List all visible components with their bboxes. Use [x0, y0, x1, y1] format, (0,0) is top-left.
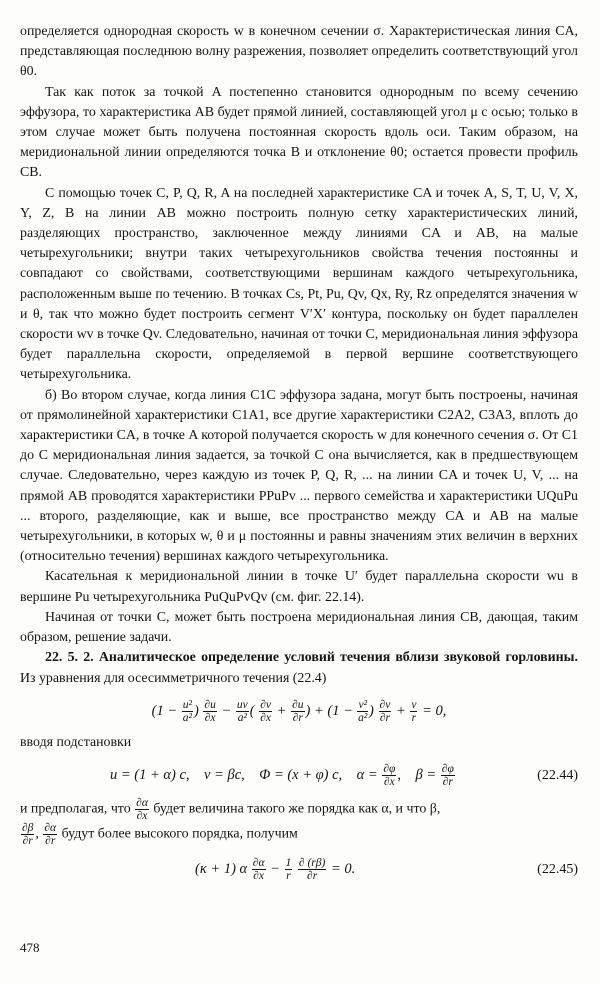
section-intro: Из уравнения для осесимметричного течения (22.4): [20, 670, 327, 686]
equation-axisymmetric: (1 − $\frac{\text{u²}}{\text{a²}}$ ) $\frac{\partial u}{\partial x}$ − $\frac{uv}{\text{a²}}$ ( $\frac{\partial v}{\partial x}$ + $\frac{\partial u}{\partial r}$ ) + (1 − $\frac{\text{v²}}{\text{a²}}$ ) $\frac{\partial v}{\partial r}$ + $\frac{v}{r}$ = 0,: [151, 699, 447, 725]
equation-result: (κ + 1) α $\frac{\partial\alpha}{\partial x}$ − $\frac{1}{r}$ $\frac{\partial (r\beta)}{\partial r}$ = 0. (22.45): [195, 857, 578, 883]
paragraph-5: Касательная к меридиональной линии в точке U′ будет параллельна скорости wu в вершине Pu четырехугольника PuQuPvQv (см. фиг. 22.14).: [20, 569, 578, 605]
section-number: 22. 5. 2.: [45, 650, 94, 666]
equation-number-22-45: (22.45): [537, 861, 578, 877]
paragraph-substitution: вводя подстановки: [20, 734, 132, 750]
section-paragraph: [20, 648, 578, 688]
page-number: 478: [20, 940, 40, 955]
equation-number-22-44: (22.44): [537, 767, 578, 783]
paragraph-3: С помощью точек C, P, Q, R, A на последней характеристике CA и точек A, S, T, U, V, X, Y, Z, B на линии AB можно построить полную сетку характеристических линий, разделяющих пространство, заключенное между линиями CA и AB, на малые четырехугольники; внутри таких четырехугольников свойства течения постоянны и совпадают со свойствами, соответствующими вершинам каждого четырехугольника, расположенным выше по течению. В точках Cs, Pt, Pu, Qv, Qx, Ry, Rz определятся значения w и θ, так что можно будет построить сегмент V′X′ контура, поскольку он будет параллелен скорости wv в точке Qv. Следовательно, начиная от точки C, меридиональная линия эффузора будет параллельна скорости, определяемой в первой вершине соответствующего четырехугольника.: [20, 185, 578, 383]
paragraph-6: Начиная от точки C, может быть построена меридиональная линия CB, дающая, таким образом, решение задачи.: [20, 609, 578, 646]
paragraph-1: определяется однородная скорость w в конечном сечении σ. Характеристическая линия CA, представляющая последнюю волну разрежения, позволяет определить соответствующий угол θ0.: [20, 24, 578, 80]
section-title: Аналитическое определение условий течения вблизи звуковой горловины.: [98, 650, 578, 666]
paragraph-4: б) Во втором случае, когда линия C1C эффузора задана, могут быть построены, начиная от прямолинейной характеристики C1A1, все другие характеристики C2A2, C3A3, вплоть до характеристики CA, в точке A которой получается скорость w для конечного сечения σ. От C1 до C меридиональная линия задается, за точкой C она вычисляется, как в предшествующем случае. Следовательно, через каждую из точек P, Q, R, ... на линии CA и точек U, V, ... на прямой AB проводятся характеристики PPuPv ... первого семейства и характеристики UQuPu ... второго, разделяющие, как и выше, все пространство между CA и AB на малые четырехугольники, в которых w, θ и μ постоянны и равны значениям этих величин в верхних (относительно течения) вершинах каждого четырехугольника.: [20, 387, 578, 565]
equation-substitutions: u = (1 + α) c, v = βc, Φ = (x + φ) c, α = $\frac{\partial\varphi}{\partial x}$ , β = $\frac{\partial\varphi}{\partial r}$ (22.44): [110, 763, 578, 789]
paragraph-2: Так как поток за точкой A постепенно становится однородным по всему сечению эффузора, то характеристика AB будет прямой линией, составляющей угол μ с осью; только в этом случае может быть получена постоянная скорость вдоль оси. Таким образом, на меридиональной линии определяются точка B и отклонение θ0; остается провести профиль CB.: [20, 84, 578, 181]
paragraph-assumption: и предполагая, что $\frac{\partial\alpha}{\partial x}$ будет величина такого же порядка как α, и что β, $\frac{\partial\beta}{\partial r}$ , $\frac{\partial\alpha}{\partial r}$ будут более высокого порядка, получим: [20, 796, 441, 847]
